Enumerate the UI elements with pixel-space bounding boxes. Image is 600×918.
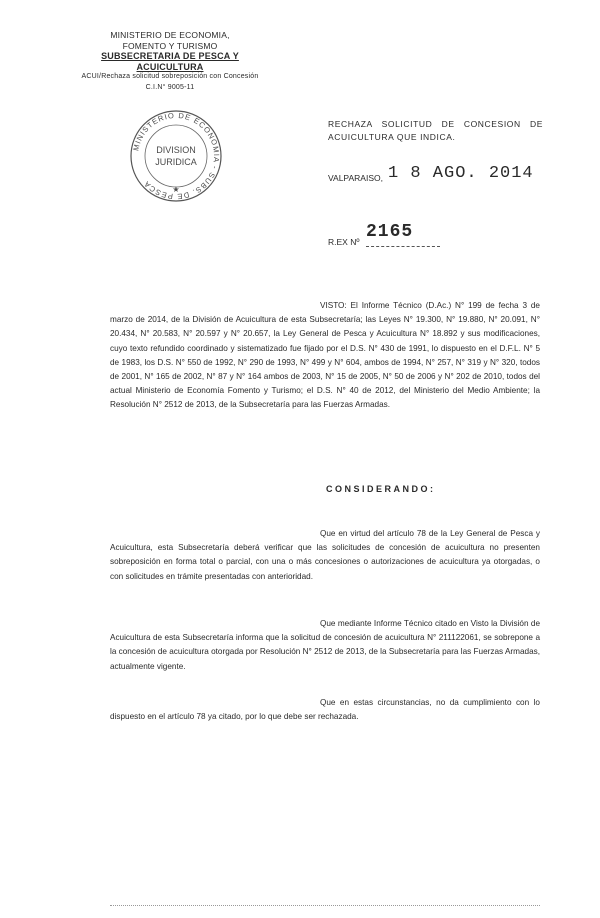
visto-paragraph: VISTO: El Informe Técnico (D.Ac.) N° 199 de fecha 3 de marzo de 2014, de la División de Acuicultura de esta Subsecretaría; las Leyes N° 19.300, N° 19.880, N° 20.091, N° 20.434, N° 20.583, N° 20.597 y N° 20.657, la Ley General de Pesca y Acuicultura N° 18.892 y sus modificaciones, cuyo texto refundido coordinado y sistematizado fue fijado por el D.S. N° 430 de 1991, lo dispuesto en el D.F.L. N° 5 de 1983, los D.S. N° 550 de 1992, N° 290 de 1993, N° 499 y N° 604, ambos de 1994, N° 257, N° 319 y N° 320, todos de 2001, N° 165 de 2002, N° 87 y N° 164 ambos de 2003, N° 15 de 2005, N° 50 de 2006 y N° 202 de 2010, todos del actual Ministerio de Economía Fomento y Turismo; el D.S. N° 40 de 2012, del Ministerio del Medio Ambiente; la Resolución N° 2512 de 2013, de la Subsecretaría para las Fuerzas Armadas. — [110, 301, 540, 410]
subject-line: RECHAZA SOLICITUD DE CONCESION DE ACUICULTURA QUE INDICA. — [328, 119, 543, 142]
resolution-label: R.EX Nº — [328, 237, 360, 247]
considerando-heading: CONSIDERANDO: — [326, 484, 436, 494]
document-reference: ACUI/Rechaza solicitud sobreposición con Concesión — [81, 73, 259, 80]
place-label: VALPARAISO, — [328, 173, 383, 183]
division-juridica-seal — [128, 108, 224, 204]
considerando-paragraph-3: Que en estas circunstancias, no da cumplimiento con lo dispuesto en el artículo 78 ya citado, por lo que debe ser rechazada. — [110, 698, 540, 722]
date-stamp: 1 8 AGO. 2014 — [388, 164, 534, 183]
seal-outer-text: MINISTERIO DE ECONOMIA - SUBS. DE PESCA — [131, 110, 222, 202]
seal-star-icon: ★ — [172, 185, 180, 194]
ministry-name: MINISTERIO DE ECONOMIA, — [110, 30, 230, 40]
ministry-name-2: FOMENTO Y TURISMO — [122, 40, 218, 51]
undersecretariat-name: SUBSECRETARIA DE PESCA Y ACUICULTURA — [101, 51, 239, 72]
resolution-number: 2165 — [366, 222, 414, 242]
considerando-paragraph-2: Que mediante Informe Técnico citado en Visto la División de Acuicultura de esta Subsecretaría informa que la solicitud de concesión de acuicultura N° 211122061, se sobrepone a la concesión de acuicultura otorgada por Resolución N° 2512 de 2013, de la Subsecretaría para las Fuerzas Armadas, actualmente vigente. — [110, 619, 540, 671]
letterhead — [70, 30, 270, 93]
file-number: C.I.N° 9005-11 — [145, 83, 195, 91]
resolution-underline — [366, 246, 440, 247]
seal-inner-text-2: JURIDICA — [155, 157, 197, 167]
considerando-paragraph-1: Que en virtud del artículo 78 de la Ley General de Pesca y Acuicultura, esta Subsecretaría deberá verificar que las solicitudes de concesión de acuicultura no presenten sobreposición en forma total o parcial, con una o más concesiones o autorizaciones de acuicultura ya otorgadas, o con solicitudes en trámite presentadas con anterioridad. — [110, 529, 540, 581]
seal-inner-text-1: DIVISION — [156, 145, 196, 155]
footer-rule — [110, 905, 540, 906]
